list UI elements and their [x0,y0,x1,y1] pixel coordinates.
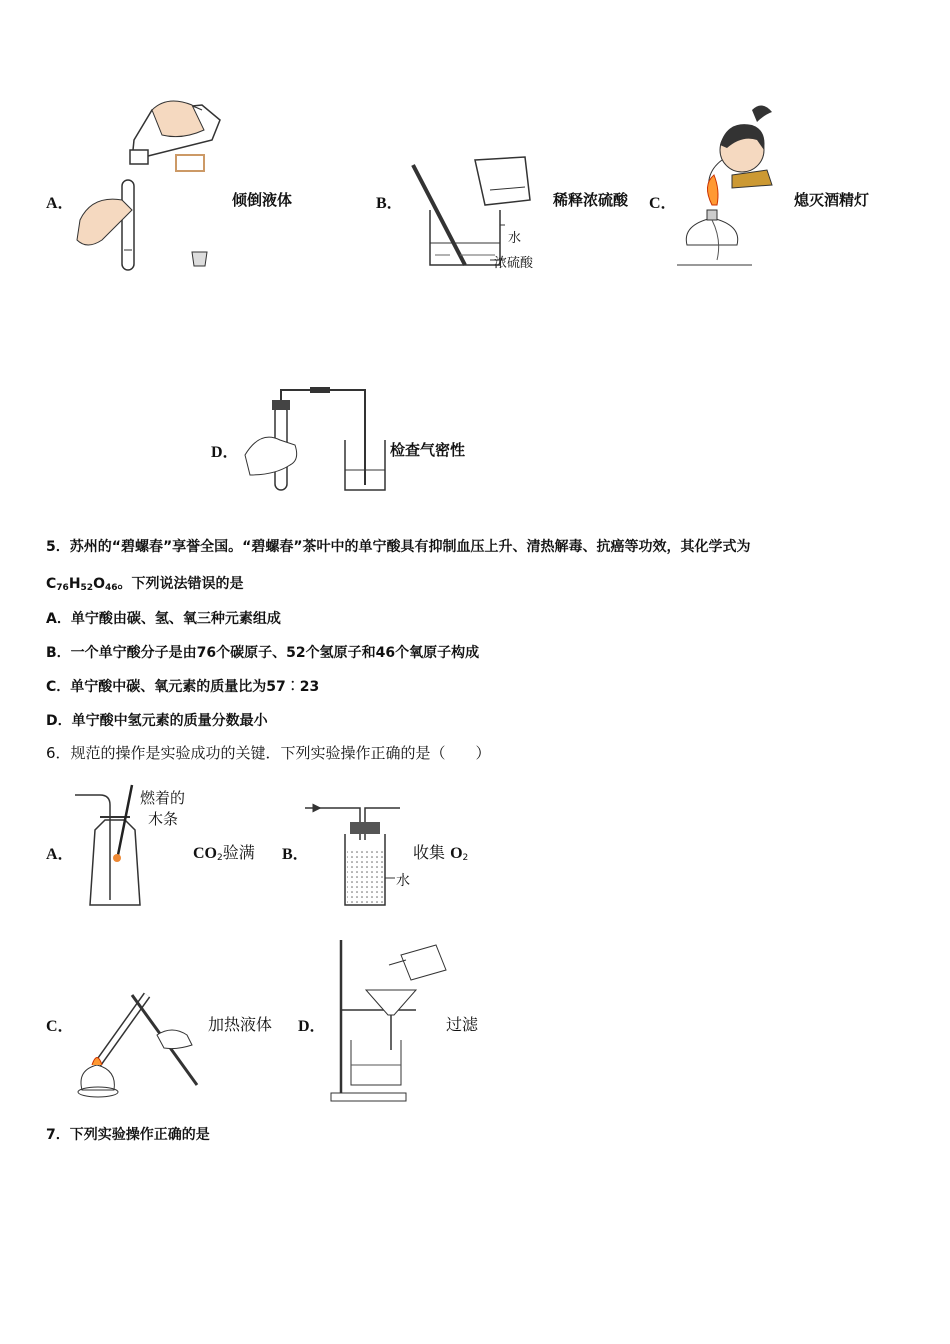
formula-h-sub: 52 [80,583,94,593]
co2-text: CO [193,845,217,862]
q6-option-a-label [193,840,255,863]
blow-out-lamp-figure [672,100,797,275]
formula-c: C [46,576,57,592]
airtightness-figure [240,385,390,495]
q6-option-c-letter: C． [46,1018,74,1035]
q4-option-c-letter: C． [649,195,677,212]
q6-b-water-label: 水 [396,873,410,889]
co2-check-text: 验满 [222,843,255,862]
q4-option-c-label: 熄灭酒精灯 [794,191,870,209]
q4-b-acid-label: 浓硫酸 [494,256,534,271]
q4-option-b-letter: B． [376,195,403,212]
q5-stem-line1: 5．苏州的“碧螺春”享誉全国。“碧螺春”茶叶中的单宁酸具有抑制血压上升、清热解毒、抗癌等功效，其化学式为 [46,539,751,555]
q5-option-c: C．单宁酸中碳、氧元素的质量比为57︰23 [46,679,320,695]
q5-stem-tail: 。下列说法错误的是 [117,576,244,592]
o2-text: O [450,845,463,862]
q6-option-d-letter: D． [298,1018,326,1035]
q4-option-d-label: 检查气密性 [390,441,466,459]
collect-text: 收集 [413,843,451,862]
collect-o2-figure [305,800,415,910]
q4-option-a-letter: A． [46,195,74,212]
pouring-liquid-figure [72,100,222,280]
q6-option-a-letter: A． [46,846,74,863]
q4-option-a-label: 倾倒液体 [232,191,293,209]
q6-option-b-label [413,840,468,863]
formula-h: H [68,576,81,592]
q6-stem: 6．规范的操作是实验成功的关键．下列实验操作正确的是（ ） [46,744,491,762]
o2-sub: 2 [462,853,469,863]
q6-option-b-letter: B． [282,846,309,863]
filtration-figure [326,935,451,1105]
heating-liquid-figure [72,990,207,1100]
q6-option-c-label: 加热液体 [208,1015,273,1034]
q4-option-d-letter: D． [211,444,239,461]
q6-option-d-label: 过滤 [446,1015,479,1034]
q4-b-water-label: 水 [508,231,522,246]
q6-a-fig-text1: 燃着的 [140,789,186,807]
formula-o: O [93,576,105,592]
q5-option-b: B．一个单宁酸分子是由76个碳原子、52个氢原子和46个氧原子构成 [46,645,480,661]
q5-option-a: A．单宁酸由碳、氢、氧三种元素组成 [46,611,281,627]
q6-a-fig-text2: 木条 [148,810,179,828]
q5-stem-line2 [46,573,244,593]
q4-option-b-label: 稀释浓硫酸 [553,191,629,209]
q7-stem: 7．下列实验操作正确的是 [46,1127,210,1143]
co2-sub: 2 [217,853,223,863]
formula-o-sub: 46 [104,583,118,593]
q5-option-d: D．单宁酸中氢元素的质量分数最小 [46,713,268,729]
formula-c-sub: 76 [56,583,69,593]
